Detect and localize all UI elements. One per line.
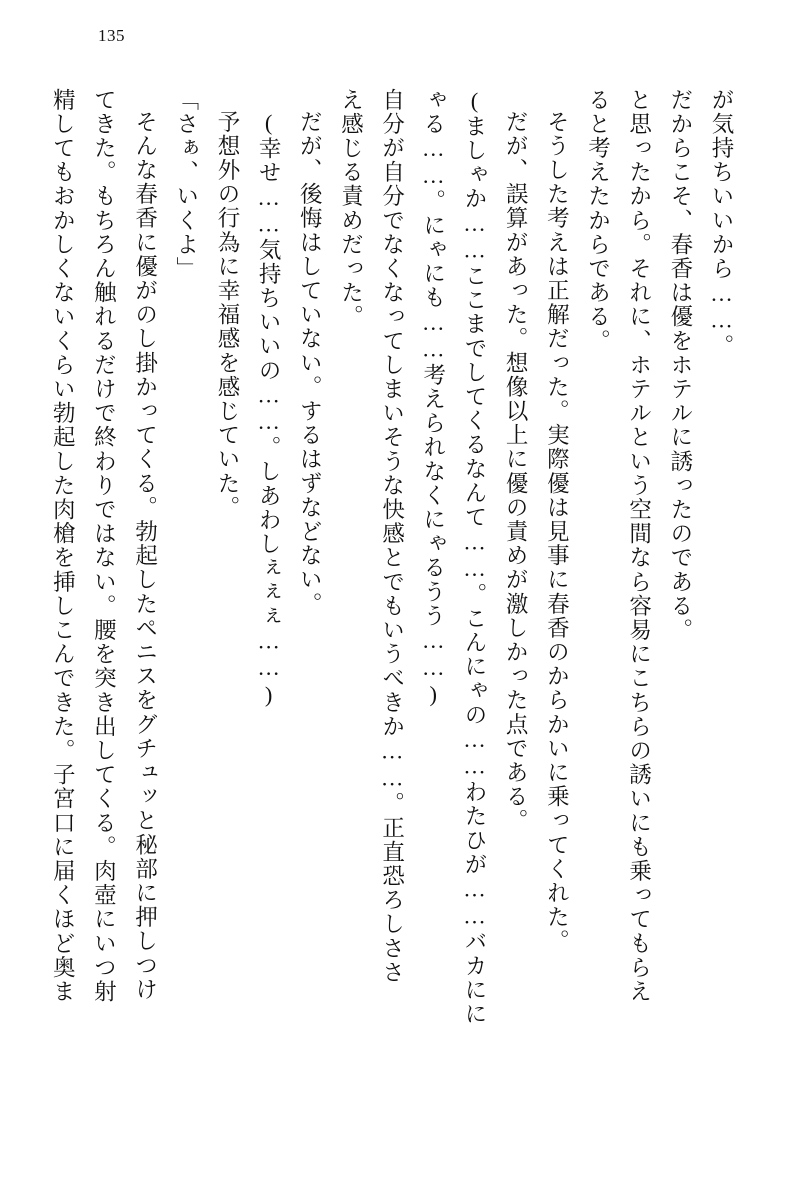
text-line: え感じる責めだった。 bbox=[338, 88, 364, 329]
text-line: (ましゃか……ここまでしてくるなんて……。こんにゃの……わたひが……バカにに bbox=[461, 88, 487, 1027]
text-line: そうした考えは正解だった。実際優は見事に春香のからかいに乗ってくれた。 bbox=[544, 110, 570, 954]
text-line: が気持ちいいから……。 bbox=[709, 88, 734, 359]
page-number: 135 bbox=[98, 26, 125, 45]
text-line: 予想外の行為に幸福感を感じていた。 bbox=[214, 110, 240, 520]
text-line: 精してもおかしくないくらい勃起した肉槍を挿しこんできた。子宮口に届くほど奥ま bbox=[50, 88, 76, 1004]
text-line: だが、後悔はしていない。するはずなどない。 bbox=[297, 110, 323, 617]
text-line: ると考えたからである。 bbox=[585, 88, 611, 354]
text-line: と思ったから。それに、ホテルという空間なら容易にこちらの誘いにも乗ってもらえ bbox=[626, 88, 652, 1004]
text-line: 自分が自分でなくなってしまいそうな快感とでもいうべきか……。正直恐ろしささ bbox=[379, 88, 405, 985]
text-line: (幸せ……気持ちいいの……。しあわしぇぇぇ……) bbox=[256, 110, 282, 709]
text-line: だが、誤算があった。想像以上に優の責めが激しかった点である。 bbox=[503, 110, 529, 833]
body-text-block bbox=[32, 88, 732, 1163]
text-line: だからこそ、春香は優をホテルに誘ったのである。 bbox=[667, 88, 693, 643]
text-line: ゃる……。にゃにも……考えられなくにゃるうう……) bbox=[420, 88, 446, 708]
text-line: そんな春香に優がのし掛かってくる。勃起したペニスをグチュッと秘部に押しつけ bbox=[132, 110, 158, 1002]
text-line: てきた。もちろん触れるだけで終わりではない。腰を突き出してくる。肉壺にいつ射 bbox=[91, 88, 117, 1004]
text-line: 「さぁ、いくよ」 bbox=[173, 88, 199, 281]
